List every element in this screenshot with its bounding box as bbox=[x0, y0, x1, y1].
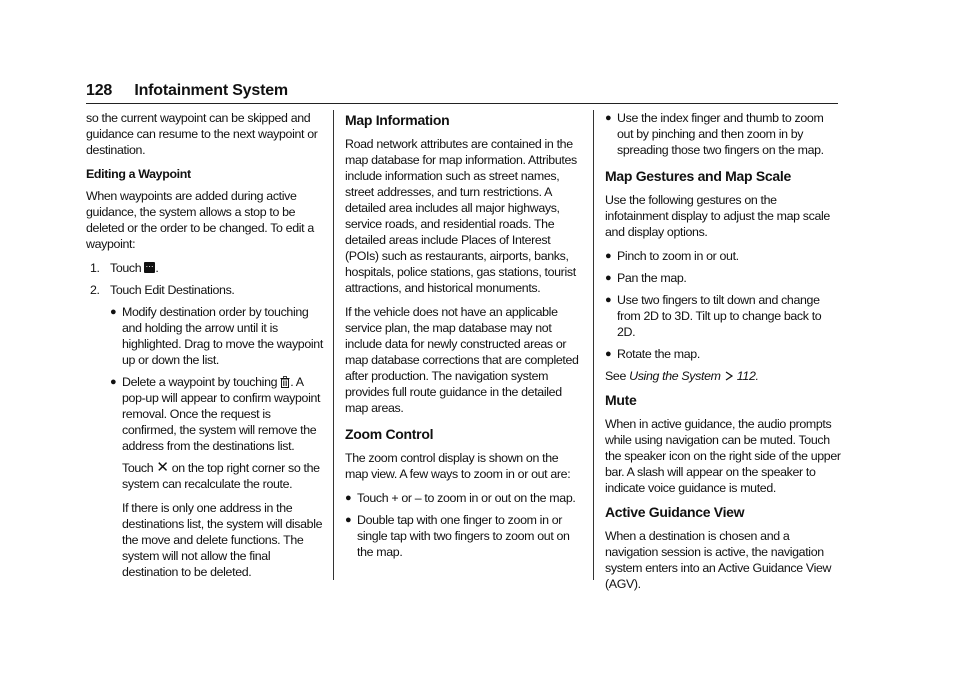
bullet-zoom-pinch bbox=[605, 110, 841, 158]
bullet-dot: ● bbox=[605, 250, 612, 262]
bullet-zoom-tap bbox=[345, 512, 583, 560]
bullet-text: Pan the map. bbox=[617, 271, 687, 285]
bullet-text: Rotate the map. bbox=[617, 347, 700, 361]
zoom-paragraph: The zoom control display is shown on the map view. A few ways to zoom in or out are: bbox=[345, 451, 571, 481]
heading-map-gestures: Map Gestures and Map Scale bbox=[605, 168, 791, 184]
bullet-dot: ● bbox=[110, 376, 117, 388]
step-2 bbox=[86, 282, 324, 298]
map-info-paragraph-1: Road network attributes are contained in the map database for map information. Attributes include information such as street names, street addresses, and turn restrictions. A detailed area includes all major highways, service roads, and residential roads. The detailed areas include Places of Interest (POIs) such as restaurants, airports, banks, hospitals, police stations, gas stations, tourist attractions, and historical monuments. bbox=[345, 137, 577, 295]
bullet-text: Pinch to zoom in or out. bbox=[617, 249, 739, 263]
column-3 bbox=[605, 110, 841, 600]
bullet-dot: ● bbox=[605, 348, 612, 360]
mute-paragraph: When in active guidance, the audio prompts while using navigation can be muted. Touch the speaker icon on the right side of the upper bar. A slash will appear on the speaker to indicate voice guidance is muted. bbox=[605, 417, 841, 495]
section-title: Infotainment System bbox=[134, 82, 288, 99]
step-text: Touch Edit Destinations. bbox=[110, 283, 235, 297]
bullet-text: Use the index finger and thumb to zoom out by pinching and then zoom in by spreading those two fingers on the map. bbox=[617, 111, 824, 157]
bullet-gesture-rotate bbox=[605, 346, 841, 362]
column-2 bbox=[345, 110, 583, 566]
gestures-paragraph: Use the following gestures on the infotainment display to adjust the map scale and display options. bbox=[605, 193, 830, 239]
touch-x-text: Touch bbox=[122, 461, 154, 475]
bullet-text: Use two fingers to tilt down and change from 2D to 3D. Tilt up to change back to 2D. bbox=[617, 293, 822, 339]
menu-icon bbox=[144, 262, 155, 273]
heading-map-information: Map Information bbox=[345, 112, 450, 128]
bullet-delete-waypoint bbox=[110, 374, 324, 454]
trash-icon bbox=[280, 376, 290, 388]
bullet-dot: ● bbox=[110, 306, 117, 318]
see-link[interactable]: Using the System bbox=[629, 369, 721, 383]
heading-zoom-control: Zoom Control bbox=[345, 426, 434, 442]
bullet-gesture-pan bbox=[605, 270, 841, 286]
see-reference bbox=[605, 368, 841, 384]
bullet-gesture-tilt bbox=[605, 292, 841, 340]
bullet-dot: ● bbox=[605, 294, 612, 306]
step-number: 1. bbox=[90, 261, 100, 275]
bullet-text: Delete a waypoint by touching bbox=[122, 375, 278, 389]
see-page[interactable]: 112. bbox=[736, 369, 759, 383]
page-header bbox=[86, 82, 838, 104]
step-1 bbox=[86, 260, 324, 276]
touch-x-paragraph bbox=[122, 460, 324, 492]
single-address-paragraph: If there is only one address in the destinations list, the system will disable the move and delete functions. The system will not allow the final destination to be deleted. bbox=[122, 501, 323, 579]
bullet-gesture-pinch bbox=[605, 248, 841, 264]
heading-mute: Mute bbox=[605, 392, 637, 408]
map-info-paragraph-2: If the vehicle does not have an applicable service plan, the map database may not include data for newly constructed areas or map database corrections that are completed after production. The navigation system provides full route guidance in the detailed map areas. bbox=[345, 305, 579, 415]
editing-paragraph: When waypoints are added during active guidance, the system allows a stop to be deleted or the order to be changed. To edit a waypoint: bbox=[86, 189, 314, 251]
bullet-text-cont: . A pop-up will appear to confirm waypoint removal. Once the request is confirmed, the system will remove the address from the destinations list. bbox=[122, 375, 321, 453]
bullet-dot: ● bbox=[605, 272, 612, 284]
bullet-text: Modify destination order by touching and holding the arrow until it is highlighted. Drag to move the waypoint up or down the list. bbox=[122, 305, 323, 367]
column-divider bbox=[333, 110, 334, 580]
subheading-editing-waypoint: Editing a Waypoint bbox=[86, 167, 191, 181]
see-text: See bbox=[605, 369, 626, 383]
step-text: Touch bbox=[110, 261, 142, 275]
close-icon: ✕ bbox=[156, 459, 169, 476]
bullet-zoom-touch bbox=[345, 490, 583, 506]
agv-paragraph: When a destination is chosen and a navigation session is active, the navigation system enters into an Active Guidance View (AGV). bbox=[605, 529, 832, 591]
column-divider bbox=[593, 110, 594, 580]
step-end: . bbox=[155, 261, 159, 275]
column-1 bbox=[86, 110, 324, 588]
bullet-dot: ● bbox=[345, 514, 352, 526]
intro-paragraph: so the current waypoint can be skipped and guidance can resume to the next waypoint or destination. bbox=[86, 111, 318, 157]
bullet-text: Double tap with one finger to zoom in or single tap with two fingers to zoom out on the map. bbox=[357, 513, 570, 559]
heading-active-guidance-view: Active Guidance View bbox=[605, 504, 745, 520]
bullet-text: Touch + or – to zoom in or out on the map. bbox=[357, 491, 576, 505]
bullet-dot: ● bbox=[345, 492, 352, 504]
page-number: 128 bbox=[86, 82, 113, 99]
bullet-dot: ● bbox=[605, 112, 612, 124]
page-reference-icon bbox=[724, 371, 734, 381]
touch-x-text-cont: on the top right corner so the system can recalculate the route. bbox=[122, 461, 320, 491]
bullet-modify-order bbox=[110, 304, 324, 368]
step-number: 2. bbox=[90, 283, 100, 297]
